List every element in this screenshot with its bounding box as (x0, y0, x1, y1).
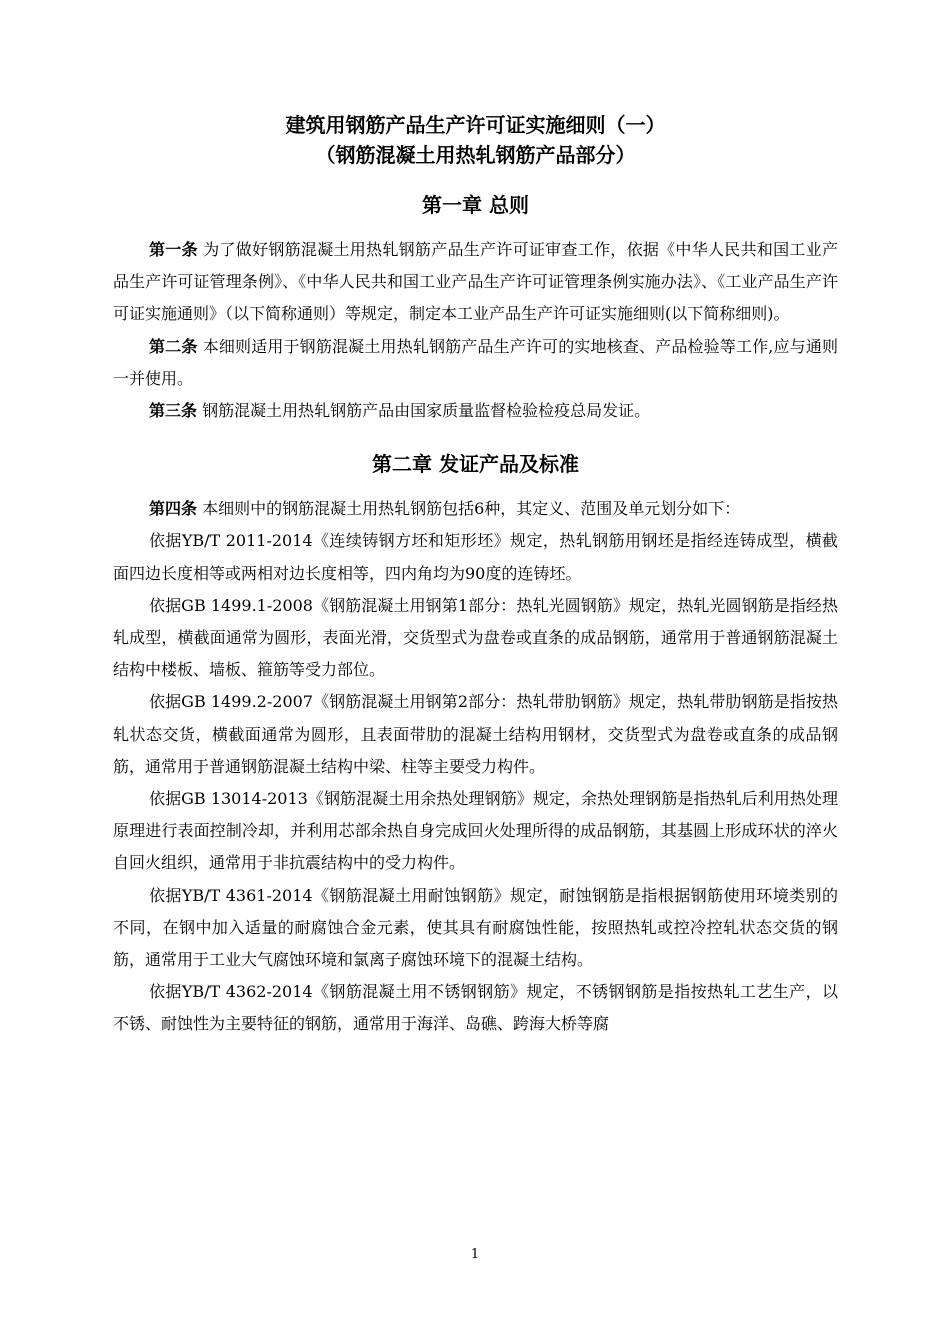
paragraph-corrosion-resistant-bar: 依据YB/T 4361-2014《钢筋混凝土用耐蚀钢筋》规定，耐蚀钢筋是指根据钢筋使用环境类别的不同，在钢中加入适量的耐腐蚀合金元素，使其具有耐腐蚀性能，按照热轧或控冷控轧状态交货的钢筋，通常用于工业大气腐蚀环境和氯离子腐蚀环境下的混凝土结构。 (113, 885, 838, 970)
paragraph-steel-billet: 依据YB/T 2011-2014《连续铸钢方坯和矩形坯》规定，热轧钢筋用钢坯是指经连铸成型，横截面四边长度相等或两相对边长度相等，四内角均为90度的连铸坯。 (113, 531, 838, 583)
article-1-label: 第一条 (149, 240, 198, 259)
article-1-text: 为了做好钢筋混凝土用热轧钢筋产品生产许可证审查工作，依据《中华人民共和国工业产品生产许可证管理条例》、《中华人民共和国工业产品生产许可证管理条例实施办法》、《工业产品生产许可证实施通则》（以下简称通则）等规定，制定本工业产品生产许可证实施细则(以下简称细则)。 (113, 240, 838, 324)
article-2-text: 本细则适用于钢筋混凝土用热轧钢筋产品生产许可的实地核查、产品检验等工作,应与通则一并使用。 (113, 336, 838, 388)
chapter-1-heading: 第一章 总则 (422, 193, 529, 217)
document-title-line-1: 建筑用钢筋产品生产许可证实施细则（一） (285, 113, 666, 137)
article-4 (113, 493, 838, 525)
paragraph-ribbed-bar: 依据GB 1499.2-2007《钢筋混凝土用钢第2部分：热轧带肋钢筋》规定，热轧带肋钢筋是指按热轧状态交货，横截面通常为圆形，且表面带肋的混凝土结构用钢材，交货型式为盘卷或直条的成品钢筋，通常用于普通钢筋混凝土结构中梁、柱等主要受力构件。 (113, 692, 838, 776)
document-title-line-2: （钢筋混凝土用热轧钢筋产品部分） (315, 143, 636, 167)
page-number: 1 (470, 1247, 480, 1262)
article-2 (113, 331, 838, 395)
chapter-2-heading: 第二章 发证产品及标准 (372, 452, 579, 477)
article-3-text: 钢筋混凝土用热轧钢筋产品由国家质量监督检验检疫总局发证。 (202, 401, 651, 421)
article-3-label: 第三条 (149, 401, 198, 421)
paragraph-stainless-bar: 依据YB/T 4362-2014《钢筋混凝土用不锈钢钢筋》规定，不锈钢钢筋是指按热轧工艺生产，以不锈、耐蚀性为主要特征的钢筋，通常用于海洋、岛礁、跨海大桥等腐 (113, 982, 838, 1034)
article-3 (113, 395, 838, 427)
article-4-text: 本细则中的钢筋混凝土用热轧钢筋包括6种，其定义、范围及单元划分如下： (202, 499, 741, 519)
article-4-label: 第四条 (149, 499, 198, 519)
paragraph-plain-round-bar: 依据GB 1499.1-2008《钢筋混凝土用钢第1部分：热轧光圆钢筋》规定，热轧光圆钢筋是指经热轧成型，横截面通常为圆形，表面光滑，交货型式为盘卷或直条的成品钢筋，通常用于普通钢筋混凝土结构中楼板、墙板、箍筋等受力部位。 (113, 595, 838, 680)
article-1 (113, 234, 838, 331)
article-2-label: 第二条 (149, 336, 198, 356)
paragraph-heat-treated-bar: 依据GB 13014-2013《钢筋混凝土用余热处理钢筋》规定，余热处理钢筋是指热轧后利用热处理原理进行表面控制冷却，并利用芯部余热自身完成回火处理所得的成品钢筋，其基圆上形成环状的淬火自回火组织，通常用于非抗震结构中的受力构件。 (113, 789, 838, 873)
document-body (113, 110, 838, 1041)
